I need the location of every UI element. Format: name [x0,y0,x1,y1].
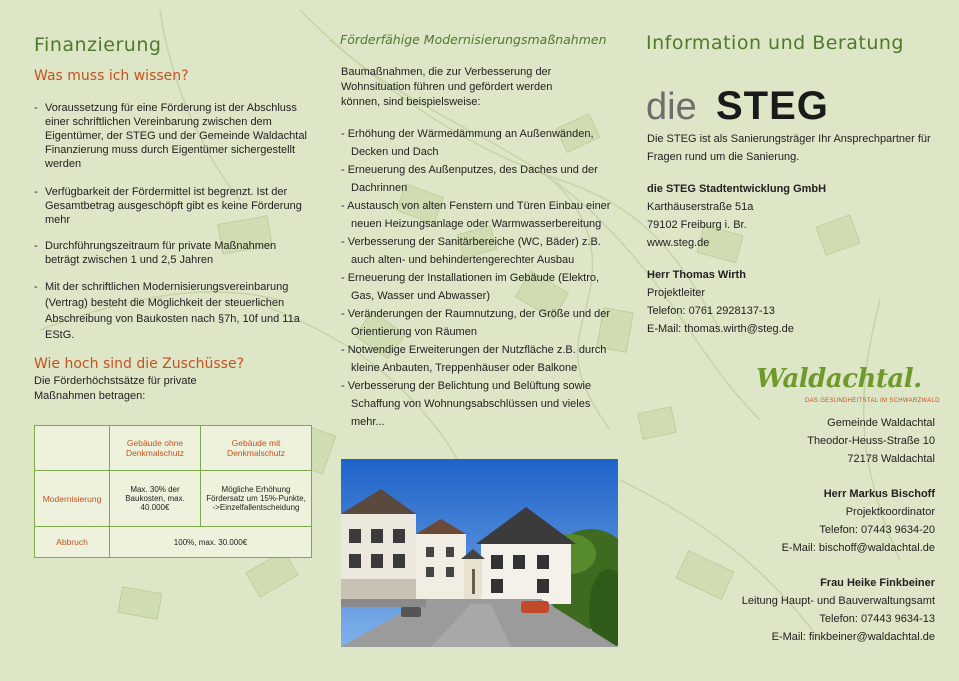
grants-intro: Die Förderhöchstsätze für private Maßnahmen betragen: [34,375,197,402]
list-item: - Erneuerung der Installationen im Gebäude (Elektro, Gas, Wasser und Abwasser) [341,272,600,302]
list-item: - Austausch von alten Fenstern und Türen Einbau einer neuen Heizungsanlage oder Warmwasserbereitung [341,200,611,230]
row-label-modernisation: Modernisierung [35,471,110,527]
column-financing [0,0,320,681]
p1-email[interactable]: E-Mail: bischoff@waldachtal.de [781,542,935,554]
header-no-monument: Gebäude ohne Denkmalschutz [110,426,201,471]
measures-intro: Baumaßnahmen, die zur Verbesserung der Wohnsituation führen und gefördert werden können, sind beispielsweise: [341,66,553,108]
financing-bullet-list [34,101,309,355]
steg-contact-role: Projektleiter [647,287,706,299]
steg-contact-block [647,130,937,338]
measures-title: Förderfähige Modernisierungsmaßnahmen [340,32,607,47]
cell-demolition: 100%, max. 30.000€ [110,527,312,558]
p1-role: Projektkoordinator [845,506,935,518]
financing-title: Finanzierung [34,34,162,56]
grants-subtitle: Wie hoch sind die Zuschüsse? [34,356,245,372]
p1-name: Herr Markus Bischoff [823,488,935,500]
header-monument: Gebäude mit Denkmalschutz [201,426,312,471]
street-photo-drawing [341,459,618,647]
list-item: - Veränderungen der Raumnutzung, der Größe und der Orientierung von Räumen [341,308,611,338]
steg-contact-name: Herr Thomas Wirth [647,269,746,281]
list-item: - Erneuerung des Außenputzes, des Daches und der Dachrinnen [341,164,598,194]
list-item: - Notwendige Erweiterungen der Nutzfläche z.B. durch kleine Anbauten, Treppenhäuser oder Balkone [341,344,607,374]
list-item: - Erhöhung der Wärmedämmung an Außenwänden, Decken und Dach [341,128,594,158]
row-label-demolition: Abbruch [35,527,110,558]
cell-modernisation-yes: Mögliche Erhöhung Fördersatz um 15%-Punkte, ->Einzelfallentscheidung [201,471,312,527]
steg-contact-email[interactable]: E-Mail: thomas.wirth@steg.de [647,323,794,335]
list-item: - Verbesserung der Belichtung und Belüftung sowie Schaffung von Wohnungsabschlüssen und vieles mehr... [341,380,592,428]
steg-logo-die: die [646,86,697,128]
measures-list [341,125,611,431]
street-photo [341,459,618,647]
waldachtal-logo: Waldachtal. [756,364,922,394]
steg-city: 79102 Freiburg i. Br. [647,219,747,231]
information-title: Information und Beratung [646,32,904,54]
steg-intro: Die STEG ist als Sanierungsträger Ihr Ansprechpartner für Fragen rund um die Sanierung. [647,133,931,163]
cell-modernisation-no: Max. 30% der Baukosten, max. 40.000€ [110,471,201,527]
steg-logo-steg: STEG [716,84,829,128]
list-item: - Voraussetzung für eine Förderung ist der Abschluss einer schriftlichen Vereinbarung zwischen dem Eigentümer, der STEG und der Gemeinde Waldachtal Finanzierung muss durch Eigentümer sichergestellt werden [34,101,309,171]
gem-street: Theodor-Heuss-Straße 10 [807,435,935,447]
what-to-know-subtitle: Was muss ich wissen? [34,68,189,84]
p2-phone: Telefon: 07443 9634-13 [819,613,935,625]
list-item: - Verbesserung der Sanitärbereiche (WC, Bäder) z.B. auch alten- und behindertengerechter Ausbau [341,236,601,266]
table-corner [35,426,110,471]
p2-name: Frau Heike Finkbeiner [820,577,935,589]
steg-street: Karthäuserstraße 51a [647,201,754,213]
p1-phone: Telefon: 07443 9634-20 [819,524,935,536]
steg-company: die STEG Stadtentwicklung GmbH [647,183,827,195]
list-item: - Mit der schriftlichen Modernisierungsvereinbarung (Vertrag) besteht die Möglichkeit der steuerlichen Abschreibung von Baukosten nach §7h, 10f und 11a EStG. [34,279,309,343]
gem-city: 72178 Waldachtal [847,453,935,465]
gem-name: Gemeinde Waldachtal [827,417,935,429]
list-item: - Durchführungszeitraum für private Maßnahmen beträgt zwischen 1 und 2,5 Jahren [34,239,309,267]
grant-table [34,425,312,558]
steg-web-link[interactable]: www.steg.de [647,237,710,249]
p2-email[interactable]: E-Mail: finkbeiner@waldachtal.de [771,631,935,643]
waldachtal-tagline: DAS GESUNDHEITSTAL IM SCHWARZWALD [805,398,940,404]
waldachtal-contact-block [700,414,935,646]
steg-contact-phone: Telefon: 0761 2928137-13 [647,305,775,317]
p2-role: Leitung Haupt- und Bauverwaltungsamt [741,595,935,607]
list-item: - Verfügbarkeit der Fördermittel ist begrenzt. Ist der Gesamtbetrag ausgeschöpft gibt es keine Förderung mehr [34,185,309,227]
